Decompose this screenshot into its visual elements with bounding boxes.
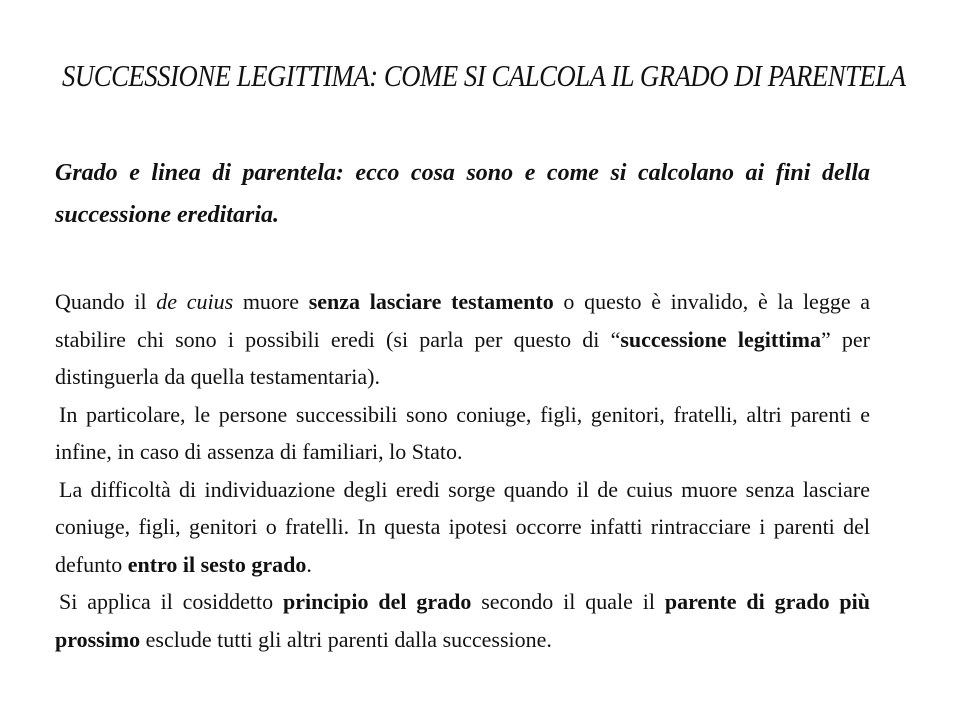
p4-text-e: esclude tutti gli altri parenti dalla successione. [140, 626, 552, 652]
p4-text-a: Si applica il cosiddetto [59, 589, 283, 614]
p1-text-a: Quando il [55, 289, 157, 314]
p4-bold-parente-prossimo: parente di grado più prossimo [55, 589, 871, 652]
p1-text-e: o questo è invalido, è la legge a stabilire chi sono i possibili eredi (si parla per questo di “ [55, 289, 871, 352]
paragraph-principio [55, 583, 870, 658]
page-title: SUCCESSIONE LEGITTIMA: COME SI CALCOLA IL GRADO DI PARENTELA [62, 58, 906, 93]
paragraph-difficolta [55, 471, 870, 584]
p4-bold-principio-grado: principio del grado [282, 589, 472, 614]
paragraph-intro [55, 283, 870, 396]
body-text [55, 283, 870, 658]
p1-text-c: muore [233, 289, 309, 314]
p1-bold-senza-testamento: senza lasciare testamento [308, 289, 554, 314]
p3-text-a: La difficoltà di individuazione degli eredi sorge quando il de cuius muore senza lasciare coniuge, figli, genitori o fratelli. In questa ipotesi occorre infatti rintracciare i parenti del defunto [55, 476, 870, 577]
p3-text-c: . [306, 551, 312, 577]
p3-bold-sesto-grado: entro il sesto grado [127, 551, 307, 577]
p4-text-c: secondo il quale il [471, 589, 665, 614]
p1-text-g: ” per distinguerla da quella testamentaria). [55, 326, 870, 389]
paragraph-successibili: In particolare, le persone successibili sono coniuge, figli, genitori, fratelli, altri parenti e infine, in caso di assenza di familiari, lo Stato. [55, 401, 870, 464]
subtitle: Grado e linea di parentela: ecco cosa sono e come si calcolano ai fini della successione ereditaria. [55, 160, 870, 228]
p1-italic-de-cuius: de cuius [156, 289, 234, 314]
p1-bold-successione-legittima: successione legittima [620, 326, 821, 352]
